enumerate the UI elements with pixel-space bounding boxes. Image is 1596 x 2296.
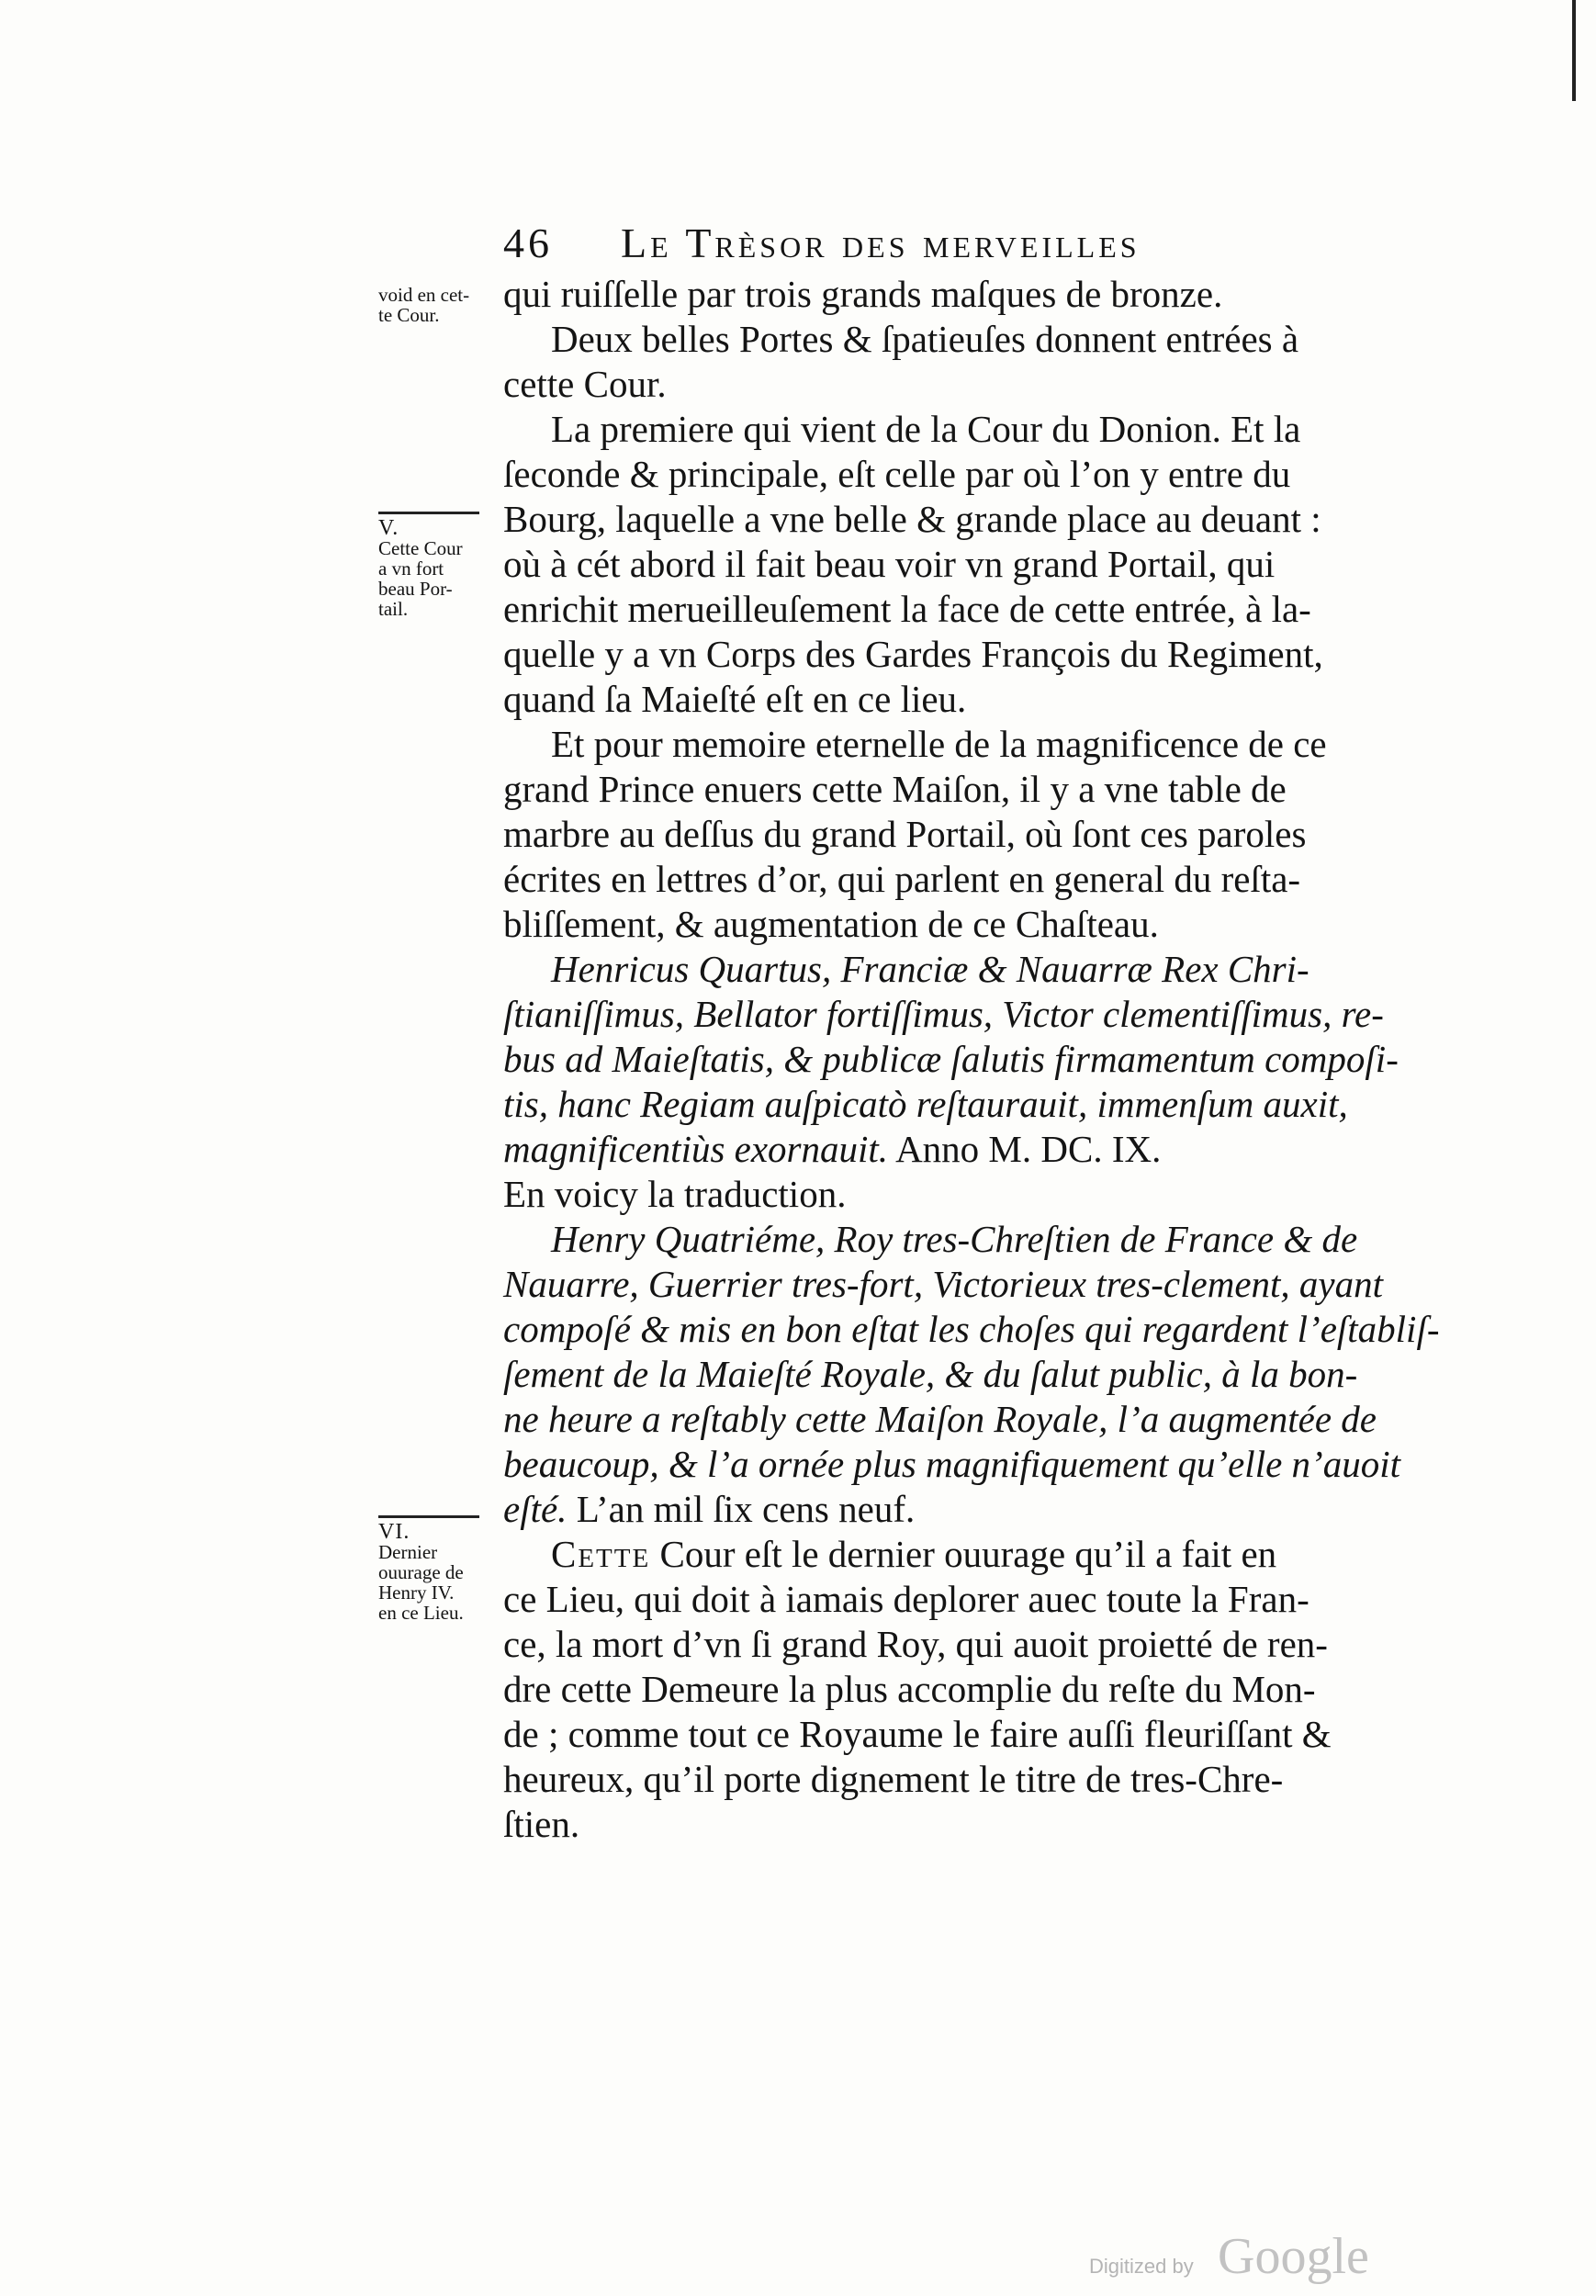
text-line: Deux belles Portes & ſpatieuſes donnent entrées à [551,318,1299,360]
margin-note-number: V. [378,516,399,540]
translation-line: ne heure a reſtably cette Maiſon Royale, l’a augmentée de [503,1398,1377,1440]
translation-end: eſté. [503,1488,568,1530]
page-number: 46 [503,219,553,266]
margin-line: Dernier [378,1541,438,1563]
text-line: écrites en lettres d’or, qui parlent en general du reſta- [503,858,1301,900]
text-line: marbre au deſſus du grand Portail, où ſont ces paroles [503,813,1307,855]
google-watermark [1089,2227,1420,2285]
margin-line: te Cour. [378,304,440,326]
text-line: dre cette Demeure la plus accomplie du reſte du Mon- [503,1668,1316,1710]
text-line: ce Lieu, qui doit à iamais deplorer auec toute la Fran- [503,1578,1309,1620]
text-line: Bourg, laquelle a vne belle & grande place au deuant : [503,498,1321,540]
google-logo-text: Google [1218,2228,1369,2285]
margin-line: Henry IV. [378,1581,455,1604]
page-header [503,219,1275,277]
latin-inscription-last-line [503,1127,1385,1172]
margin-note-number: VI. [378,1520,410,1544]
translation-last-line [503,1487,1385,1532]
text-line: enrichit merueilleuſement la face de cette entrée, à la- [503,588,1311,630]
latin-inscription-end: magnificentiùs exornauit. [503,1128,889,1170]
text-line: ſtien. [503,1803,580,1845]
translation-intro: En voicy la traduction. [503,1173,847,1215]
running-title: Le Trèsor des merveilles [621,219,1141,266]
final-first-text: Cour eſt le dernier ouurage qu’il a fait en [659,1533,1277,1575]
margin-line: tail. [378,598,409,620]
text-line: qui ruiſſelle par trois grands maſques de bronze. [503,273,1223,315]
final-paragraph-first-line [503,1532,1385,1577]
latin-inscription-line: tis, hanc Regiam auſpicatò reſtaurauit, immenſum auxit, [503,1083,1348,1125]
latin-inscription-line: bus ad Maieſtatis, & publicæ ſalutis firmamentum compoſi- [503,1038,1399,1080]
margin-note-1 [378,285,498,325]
text-line: La premiere qui vient de la Cour du Donion. Et la [551,408,1301,450]
translation-line: Nauarre, Guerrier tres-fort, Victorieux tres-clement, ayant [503,1263,1383,1305]
margin-note-3 [378,1515,498,1623]
margin-line: a vn fort [378,557,444,580]
margin-line: Cette Cour [378,537,463,559]
digitized-by-label: Digitized by [1089,2255,1194,2278]
latin-date: Anno M. DC. IX. [895,1128,1162,1170]
text-line: de ; comme tout ce Royaume le faire auſſi fleuriſſant & [503,1713,1332,1755]
translation-line: compoſé & mis en bon eſtat les choſes qui regardent l’eſtabliſ- [503,1308,1440,1350]
text-line: ce, la mort d’vn ſi grand Roy, qui auoit proietté de ren- [503,1623,1328,1665]
text-line: heureux, qu’il porte dignement le titre de tres-Chre- [503,1758,1284,1800]
margin-line: en ce Lieu. [378,1602,464,1624]
margin-rule [378,1515,479,1518]
text-line: grand Prince enuers cette Maiſon, il y a vne table de [503,768,1287,810]
margin-line: beau Por- [378,578,453,600]
small-caps-opening: Cette [551,1533,651,1575]
body-text [503,272,1440,1847]
latin-inscription-line: ſtianiſſimus, Bellator fortiſſimus, Victor clementiſſimus, re- [503,993,1384,1035]
text-line: bliſſement, & augmentation de ce Chaſteau. [503,903,1159,945]
text-line: quelle y a vn Corps des Gardes François du Regiment, [503,633,1323,675]
text-line: ſeconde & principale, eſt celle par où l’on y entre du [503,453,1291,495]
margin-rule [378,512,479,514]
margin-note-2 [378,512,498,619]
text-line: Et pour memoire eternelle de la magnificence de ce [551,723,1327,765]
latin-inscription-line: Henricus Quartus, Franciæ & Nauarræ Rex Chri- [551,948,1309,990]
translation-line: beaucoup, & l’a ornée plus magnifiquement qu’elle n’auoit [503,1443,1400,1485]
page-edge-line [1572,0,1576,101]
translation-line: ſement de la Maieſté Royale, & du ſalut public, à la bon- [503,1353,1358,1395]
text-line: cette Cour. [503,363,667,405]
translation-date: L’an mil ſix cens neuf. [576,1488,916,1530]
margin-line: ouurage de [378,1561,464,1583]
margin-line: void en cet- [378,284,470,306]
text-line: quand ſa Maieſté eſt en ce lieu. [503,678,967,720]
text-line: où à cét abord il fait beau voir vn grand Portail, qui [503,543,1276,585]
translation-line: Henry Quatriéme, Roy tres-Chreſtien de France & de [551,1218,1358,1260]
